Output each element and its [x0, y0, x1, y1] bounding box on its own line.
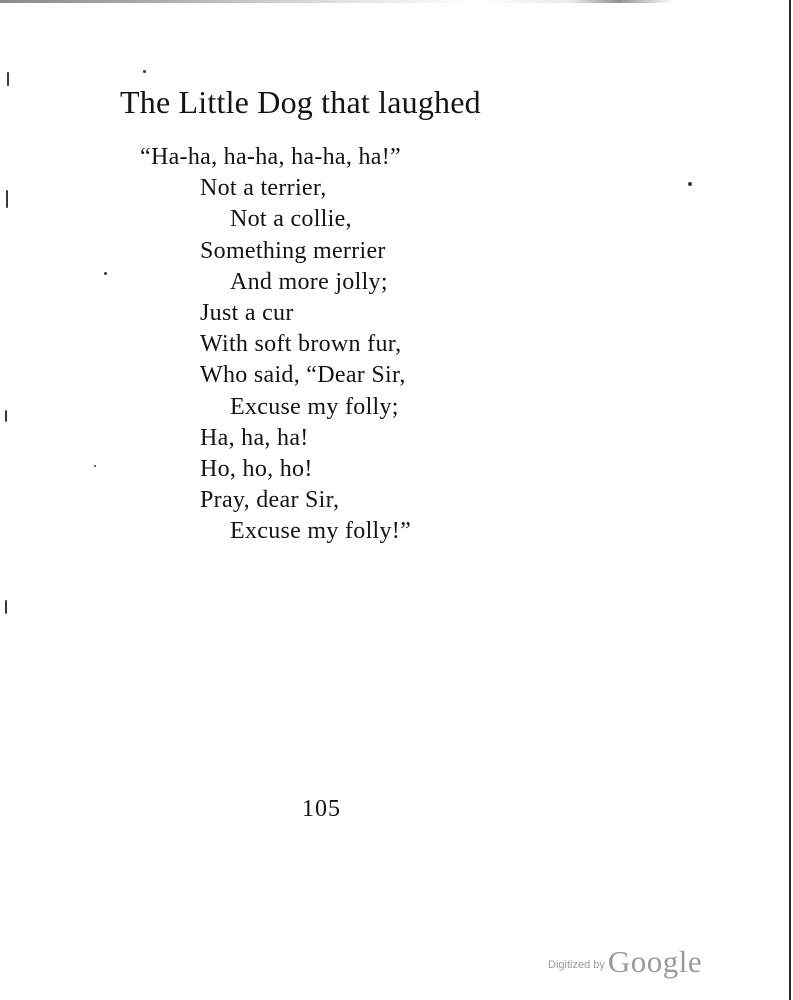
watermark-prefix: Digitized by [548, 959, 605, 971]
poem-line: “Ha-ha, ha-ha, ha-ha, ha!” [140, 144, 401, 170]
poem-line: Excuse my folly!” [230, 518, 412, 545]
scan-speck [5, 410, 7, 422]
scan-speck [6, 190, 8, 208]
poem-line: Something merrier [200, 237, 386, 264]
poem-line: Not a terrier, [200, 175, 327, 202]
scan-speck [5, 600, 7, 614]
poem-line: Who said, “Dear Sir, [200, 362, 406, 389]
poem-line: Ho, ho, ho! [200, 456, 313, 482]
poem-title: The Little Dog that laughed [120, 84, 481, 120]
poem-line: Excuse my folly; [230, 393, 399, 420]
digitized-watermark [548, 944, 702, 980]
scan-right-edge [789, 0, 791, 1000]
scan-speck [94, 465, 96, 467]
poem-line: Pray, dear Sir, [200, 487, 340, 514]
poem-line: Not a collie, [230, 206, 352, 233]
scan-speck [104, 272, 107, 275]
poem-line: Just a cur [200, 300, 294, 326]
scan-top-edge [0, 0, 793, 3]
poem-line: With soft brown fur, [200, 331, 402, 358]
scan-speck [7, 72, 9, 86]
scan-speck [143, 70, 146, 73]
google-logo: Google [607, 944, 703, 979]
page-number: 105 [302, 796, 341, 822]
poem-line: And more jolly; [230, 268, 388, 295]
poem-line: Ha, ha, ha! [200, 424, 309, 451]
scan-speck [688, 182, 692, 186]
